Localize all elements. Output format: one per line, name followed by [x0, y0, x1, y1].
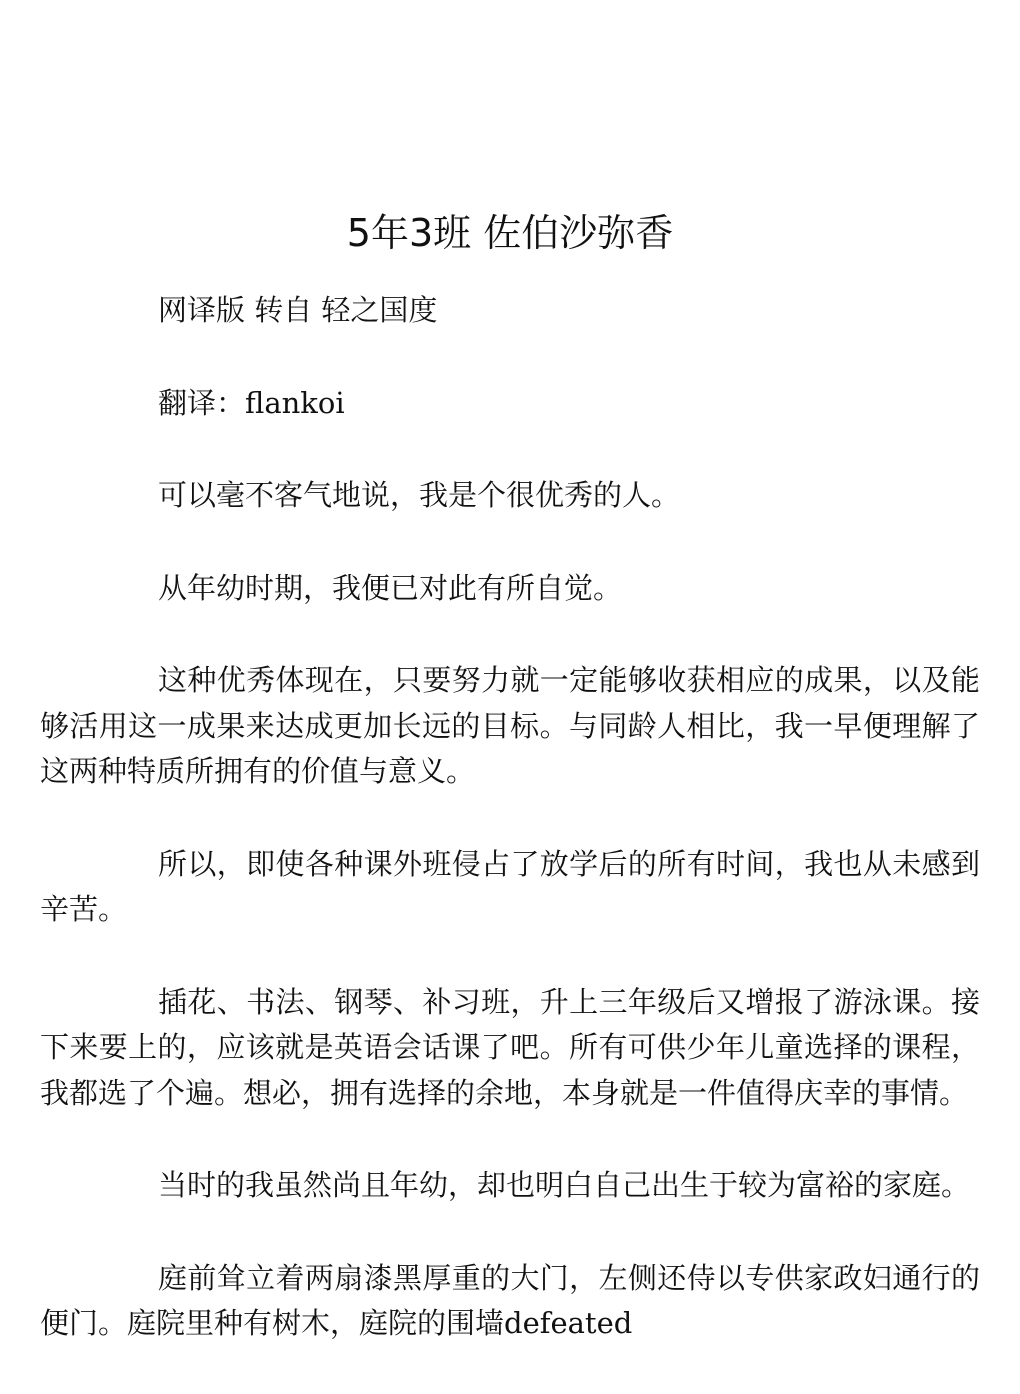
paragraph: 从年幼时期，我便已对此有所自觉。	[158, 570, 623, 605]
paragraph-source: 网译版 转自 轻之国度	[158, 293, 438, 327]
paragraph-translator: 翻译：flankoi	[158, 385, 345, 420]
paragraph: 插花、书法、钢琴、补习班，升上三年级后又增报了游泳课。接下来要上的，应该就是英语会话课了吧。所有可供少年儿童选择的课程，我都选了个遍。想必，拥有选择的余地，本身就是一件值得庆幸的事情。	[40, 984, 980, 1110]
paragraph: 可以毫不客气地说，我是个很优秀的人。	[158, 478, 681, 512]
chapter-title: 5年3班 佐伯沙弥香	[346, 211, 674, 255]
paragraph: 庭前耸立着两扇漆黑厚重的大门，左侧还侍以专供家政妇通行的便门。庭院里种有树木，庭院的围墙defeated	[40, 1260, 980, 1340]
paragraph: 所以，即使各种课外班侵占了放学后的所有时间，我也从未感到辛苦。	[40, 846, 980, 926]
paragraph: 这种优秀体现在，只要努力就一定能够收获相应的成果，以及能够活用这一成果来达成更加长远的目标。与同龄人相比，我一早便理解了这两种特质所拥有的价值与意义。	[40, 663, 980, 788]
body-text	[40, 288, 980, 1394]
paragraph: 当时的我虽然尚且年幼，却也明白自己出生于较为富裕的家庭。	[158, 1168, 971, 1202]
